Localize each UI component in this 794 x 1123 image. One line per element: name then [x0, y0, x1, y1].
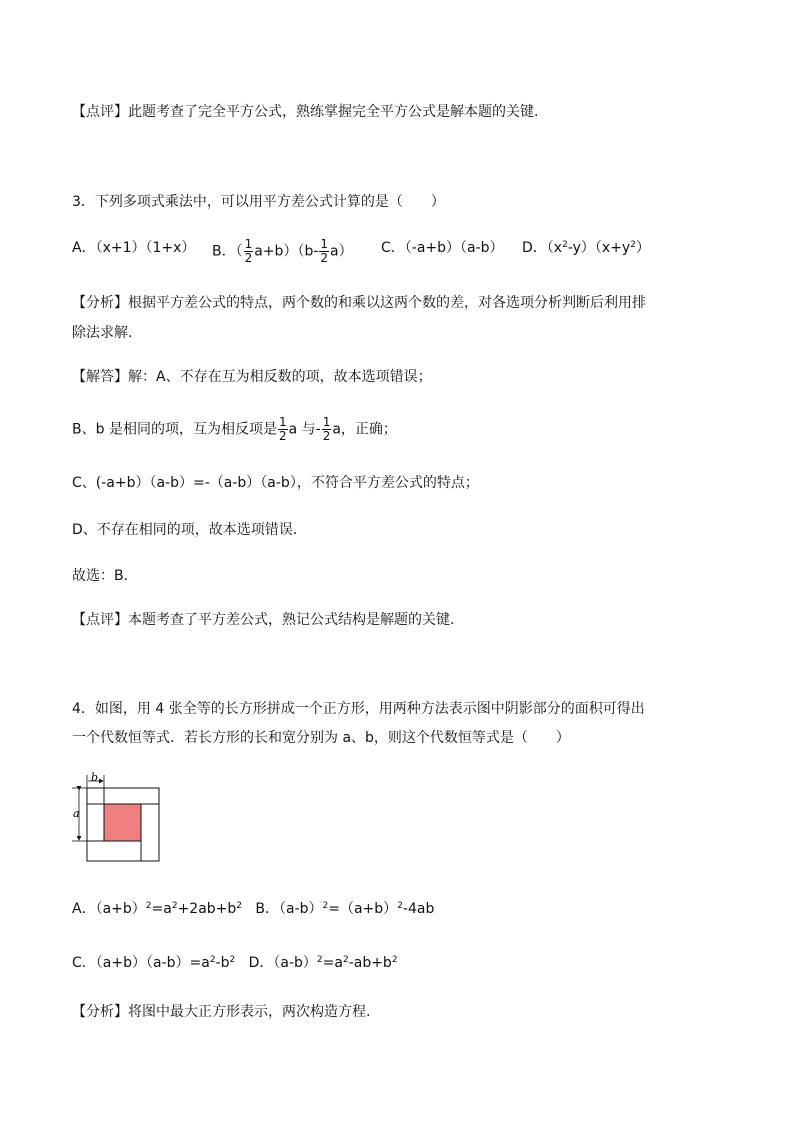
- q4-stem-line1: 4．如图，用 4 张全等的长方形拼成一个正方形，用两种方法表示图中阴影部分的面积可得出: [72, 701, 645, 717]
- analysis-label: 【分析】: [72, 295, 128, 311]
- q3-analysis: 【分析】根据平方差公式的特点，两个数的和乘以这两个数的差，对各选项分析判断后利用排: [72, 295, 646, 311]
- shaded-square: [104, 804, 141, 841]
- answer-label: 【解答】: [72, 369, 128, 385]
- comment-label: 【点评】: [72, 104, 128, 120]
- q3-answer-c: C、(-a+b）（a-b）=-（a-b）（a-b），不符合平方差公式的特点；: [72, 475, 479, 491]
- q2-comment: [72, 102, 538, 122]
- q3-option-c: C．（-a+b）（a-b）: [381, 240, 504, 256]
- q4-option-a: A．$(a+b)^2=a^2+2ab+b^2$: [72, 901, 243, 917]
- a-label: a: [73, 807, 80, 820]
- q3-answer-b: B、b 是相同的项，互为相反项是 $\frac{1}{2}$ a 与- $\frac{1}{2}$ a，正确；: [72, 415, 397, 443]
- q4-option-c: C．$(a+b)(a-b)=a^2-b^2$: [72, 955, 236, 971]
- q3-option-b: B．（ $\frac{1}{2}$ a+b）（b- $\frac{1}{2}$ a）: [212, 237, 353, 265]
- comment-text: 本题考查了平方差公式，熟记公式结构是解题的关键.: [128, 612, 455, 628]
- comment-text: 此题考查了完全平方公式，熟练掌握完全平方公式是解本题的关键.: [128, 104, 539, 120]
- fraction-half: $\frac{1}{2}$: [320, 237, 329, 265]
- q3-answer-d: D、不存在相同的项，故本选项错误.: [72, 522, 298, 538]
- b-label: b: [91, 772, 99, 784]
- fraction-half: $\frac{1}{2}$: [278, 415, 287, 443]
- q3-option-a: A．（x+1）（1+x）: [72, 240, 196, 256]
- q3-stem: 3．下列多项式乘法中，可以用平方差公式计算的是（ ）: [72, 194, 445, 210]
- analysis-label: 【分析】: [72, 1004, 128, 1020]
- fraction-half: $\frac{1}{2}$: [244, 237, 253, 265]
- q4-options-row1: [72, 899, 434, 919]
- q4-stem-line2: 一个代数恒等式．若长方形的长和宽分别为 a、b，则这个代数恒等式是（ ）: [72, 730, 570, 746]
- q3-comment: [72, 610, 454, 630]
- q3-choice: 故选：B.: [72, 568, 129, 584]
- q4-option-b: B．$(a-b)^2=(a+b)^2-4ab$: [255, 901, 435, 917]
- q3-analysis-cont: 除法求解.: [72, 325, 133, 341]
- square-figure: [66, 772, 166, 866]
- q4-option-d: D．$(a-b)^2=a^2-ab+b^2$: [248, 955, 398, 971]
- q4-analysis: 【分析】将图中最大正方形表示，两次构造方程.: [72, 1004, 371, 1020]
- q3-answer: 【解答】解：A、不存在互为相反数的项，故本选项错误；: [72, 369, 432, 385]
- q4-options-row2: [72, 953, 398, 973]
- fraction-half: $\frac{1}{2}$: [322, 415, 331, 443]
- q3-option-d: D．$(x^2-y)(x+y^2)$: [522, 240, 650, 256]
- comment-label: 【点评】: [72, 612, 128, 628]
